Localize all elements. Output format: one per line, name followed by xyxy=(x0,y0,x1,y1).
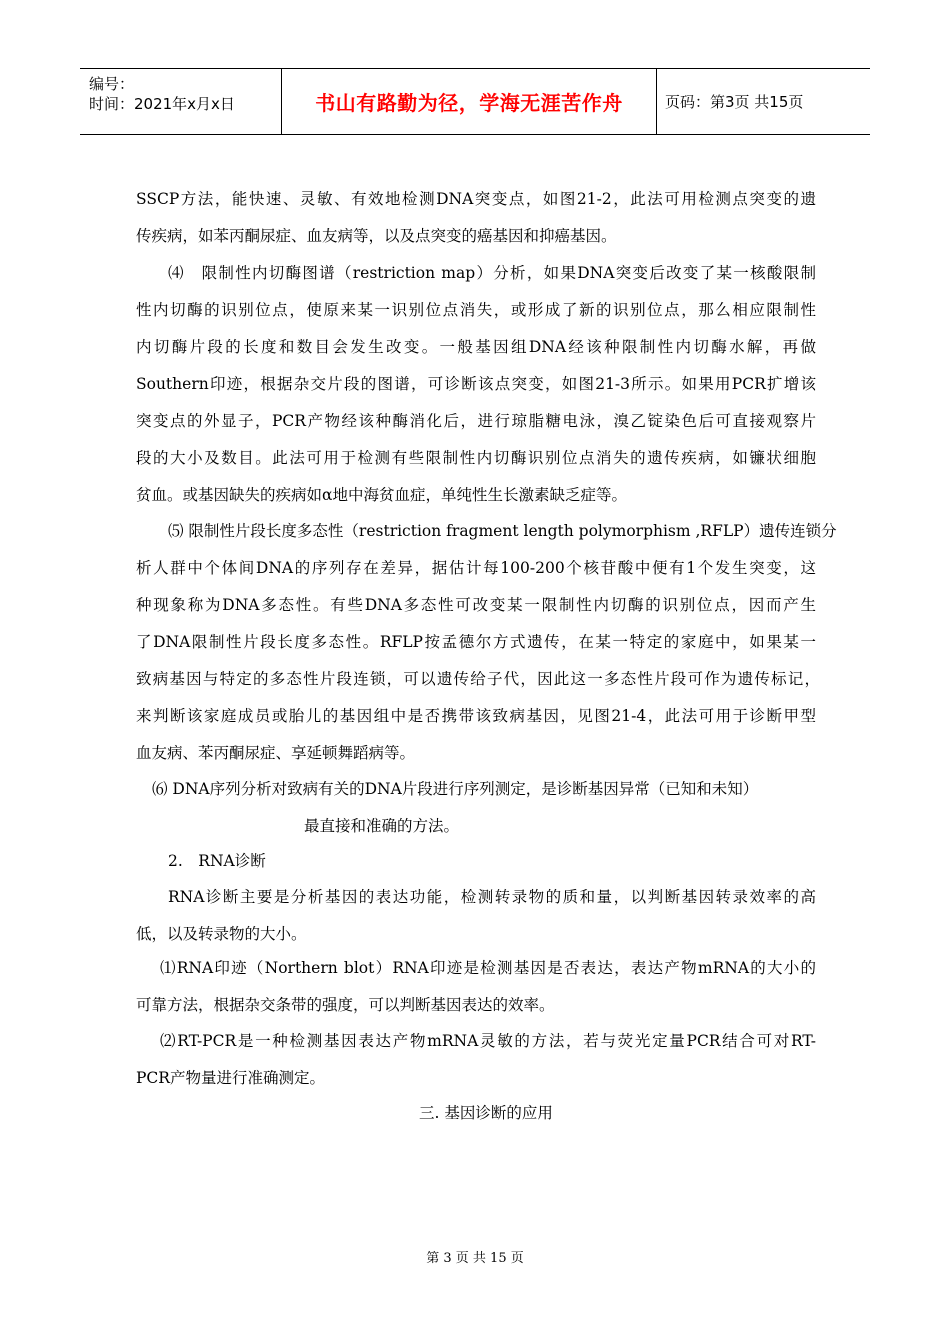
header-left-cell xyxy=(80,69,282,134)
body-line: 血友病、苯丙酮尿症、享延顿舞蹈病等。 xyxy=(136,744,416,762)
header-page-info: 页码：第3页 共15页 xyxy=(665,93,804,111)
header-motto: 书山有路勤为径，学海无涯苦作舟 xyxy=(282,69,657,134)
section-heading: 2. RNA诊断 xyxy=(168,852,266,870)
number-label: 编号： xyxy=(89,75,135,93)
date-label: 时间：2021年x月x日 xyxy=(89,95,235,113)
body-line: Southern印迹，根据杂交片段的图谱，可诊断该点突变，如图21-3所示。如果用PCR扩增该 xyxy=(136,375,816,393)
body-line: 内切酶片段的长度和数目会发生改变。一般基因组DNA经该种限制性内切酶水解，再做 xyxy=(136,338,816,356)
body-line: 低，以及转录物的大小。 xyxy=(136,925,307,943)
body-line: 突变点的外显子，PCR产物经该种酶消化后，进行琼脂糖电泳，溴乙锭染色后可直接观察片 xyxy=(136,412,816,430)
body-line: 析人群中个体间DNA的序列存在差异，据估计每100-200个核苷酸中便有1个发生突变，这 xyxy=(136,559,816,577)
body-line: 性内切酶的识别位点，使原来某一识别位点消失，或形成了新的识别位点，那么相应限制性 xyxy=(136,301,816,319)
body-line: ⑹ DNA序列分析对致病有关的DNA片段进行序列测定，是诊断基因异常（已知和未知） xyxy=(152,780,759,798)
page-footer: 第 3 页 共 15 页 xyxy=(426,1251,524,1266)
body-line: ⑷ 限制性内切酶图谱（restriction map）分析，如果DNA突变后改变了某一核酸限制 xyxy=(168,264,816,282)
body-line: PCR产物量进行准确测定。 xyxy=(136,1069,325,1087)
body-line: 最直接和准确的方法。 xyxy=(304,817,460,835)
body-line: 了DNA限制性片段长度多态性。RFLP按孟德尔方式遗传，在某一特定的家庭中，如果某一 xyxy=(136,633,816,651)
body-line: 来判断该家庭成员或胎儿的基因组中是否携带该致病基因，见图21-4，此法可用于诊断甲型 xyxy=(136,707,816,725)
section-heading: 三. 基因诊断的应用 xyxy=(419,1104,553,1122)
body-line: ⑵RT-PCR是一种检测基因表达产物mRNA灵敏的方法，若与荧光定量PCR结合可对RT- xyxy=(160,1032,816,1050)
body-line: ⑴RNA印迹（Northern blot）RNA印迹是检测基因是否表达，表达产物mRNA的大小的 xyxy=(160,959,816,977)
header-table xyxy=(80,68,870,135)
body-line: 段的大小及数目。此法可用于检测有些限制性内切酶识别位点消失的遗传疾病，如镰状细胞 xyxy=(136,449,816,467)
body-line: SSCP方法，能快速、灵敏、有效地检测DNA突变点，如图21-2，此法可用检测点突变的遗 xyxy=(136,190,816,208)
body-line: 种现象称为DNA多态性。有些DNA多态性可改变某一限制性内切酶的识别位点，因而产生 xyxy=(136,596,816,614)
body-line: 贫血。或基因缺失的疾病如α地中海贫血症，单纯性生长激素缺乏症等。 xyxy=(136,486,627,504)
body-line: RNA诊断主要是分析基因的表达功能，检测转录物的质和量，以判断基因转录效率的高 xyxy=(168,888,816,906)
body-line: 可靠方法，根据杂交条带的强度，可以判断基因表达的效率。 xyxy=(136,996,555,1014)
body-line: ⑸ 限制性片段长度多态性（restriction fragment length polymorphism ,RFLP）遗传连锁分 xyxy=(168,522,837,540)
body-line: 致病基因与特定的多态性片段连锁，可以遗传给子代，因此这一多态性片段可作为遗传标记， xyxy=(136,670,820,688)
body-line: 传疾病，如苯丙酮尿症、血友病等，以及点突变的癌基因和抑癌基因。 xyxy=(136,227,617,245)
